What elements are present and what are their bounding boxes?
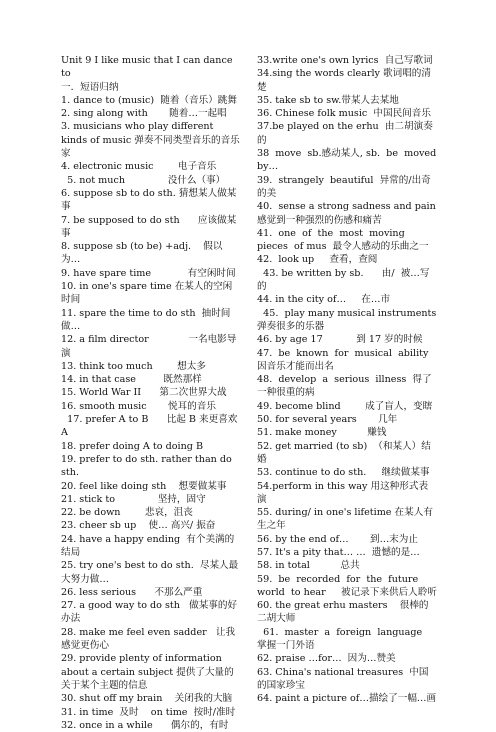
phrase-item: 27. a good way to do sth 做某事的好办法 (61, 600, 238, 625)
phrase-item: 59. be recorded for the future world to hear 被记录下来供后人聆听 (257, 573, 437, 598)
phrase-item: 9. have spare time 有空闲时间 (61, 267, 236, 279)
phrase-item: 17. prefer A to B 比起 B 来更喜欢 A (61, 414, 241, 439)
phrase-list-right (257, 54, 443, 706)
phrase-item: 1. dance to (music) 随着（音乐）跳舞 (61, 94, 237, 106)
phrase-item: 2. sing along with 随着…一起唱 (61, 108, 227, 120)
phrase-item: 7. be supposed to do sth 应该做某事 (61, 214, 237, 239)
phrase-item: 35. take sb to sw.带某人去某地 (257, 94, 399, 106)
phrase-item: 25. try one's best to do sth. 尽某人最大努力做… (61, 560, 239, 585)
phrase-item: 31. in time 及时 on time 按时/准时 (61, 706, 236, 718)
phrase-item: 38 move sb.感动某人, sb. be moved by… (257, 148, 440, 173)
phrase-item: 49. become blind 成了盲人，变瞎 (257, 400, 433, 412)
phrase-item: 15. World War II 第二次世界大战 (61, 387, 227, 399)
phrase-item: 13. think too much 想太多 (61, 360, 206, 372)
phrase-item: 48. develop a serious illness 得了一种很重的病 (257, 374, 432, 399)
phrase-item: 36. Chinese folk music 中国民间音乐 (257, 108, 431, 120)
phrase-item: 39. strangely beautiful 异常的/出奇的美 (257, 174, 431, 199)
phrase-item: 12. a film director 一名电影导演 (61, 334, 237, 359)
phrase-item: 34.sing the words clearly 歌词唱的清楚 (257, 68, 431, 93)
phrase-item: 4. electronic music 电子音乐 (61, 161, 217, 173)
section-heading: 一．短语归纳 (61, 81, 119, 93)
phrase-item: 46. by age 17 到 17 岁的时候 (257, 334, 423, 346)
phrase-item: 43. be written by sb. 由/ 被…写的 (257, 267, 430, 293)
phrase-item: 21. stick to 坚持，固守 (61, 493, 206, 505)
phrase-item: 57. It's a pity that… … 遗憾的是… (257, 546, 420, 558)
phrase-item: 10. in one's spare time 在某人的空闲时间 (61, 281, 233, 306)
phrase-list-left (61, 94, 241, 732)
phrase-item: 60. the great erhu masters 很棒的二胡大师 (257, 600, 429, 625)
phrase-item: 51. make money 赚钱 (257, 427, 387, 439)
phrase-item: 33.write one's own lyrics 自己写歌词 (257, 55, 433, 66)
phrase-item: 23. cheer sb up 使… 高兴/ 振奋 (61, 520, 216, 532)
left-column (61, 54, 241, 732)
phrase-item: 16. smooth music 悦耳的音乐 (61, 400, 216, 412)
phrase-item: 8. suppose sb (to be) +adj. 假以为… (61, 241, 223, 266)
phrase-item: 14. in that case 既然那样 (61, 374, 202, 386)
phrase-item: 62. praise …for… 因为…赞美 (257, 653, 396, 665)
phrase-item: 11. spare the time to do sth 抽时间做… (61, 307, 231, 332)
phrase-item: 28. make me feel even sadder 让我感觉更伤心 (61, 626, 236, 652)
phrase-item: 22. be down 悲哀，沮丧 (61, 507, 193, 519)
phrase-item: 32. once in a while 偶尔的，有时 (61, 719, 229, 731)
phrase-item: 55. during/ in one's lifetime 在某人有生之年 (257, 507, 433, 532)
phrase-item: 40. sense a strong sadness and pain 感觉到一种强烈的伤感和痛苦 (257, 201, 442, 226)
phrase-item: 45. play many musical instruments 弹奏很多的乐器 (257, 307, 443, 332)
right-column (257, 54, 443, 706)
phrase-item: 58. in total 总共 (257, 560, 360, 572)
phrase-item: 18. prefer doing A to doing B (61, 440, 203, 452)
phrase-item: 42. look up 查看，查阅 (257, 254, 378, 266)
phrase-item: 61. master a foreign language 掌握一门外语 (257, 626, 429, 652)
phrase-item: 26. less serious 不那么严重 (61, 586, 203, 598)
phrase-item: 5. not much 没什么（事） (61, 174, 226, 186)
phrase-item: 6. suppose sb to do sth. 猜想某人做某事 (61, 187, 237, 213)
phrase-item: 3. musicians who play different kinds of music 弹奏不同类型音乐的音乐家 (61, 121, 240, 160)
phrase-item: 29. provide plenty of information about a certain subject 提供了大量的关于某个主题的信息 (61, 653, 234, 691)
phrase-item: 41. one of the most moving pieces of mus 最令人感动的乐曲之一 (257, 227, 429, 253)
phrase-item: 56. by the end of… 到…末为止 (257, 533, 418, 545)
phrase-item: 37.be played on the erhu 由二胡演奏的 (257, 121, 433, 146)
phrase-item: 50. for several years 几年 (257, 414, 398, 426)
phrase-item: 53. continue to do sth. 继续做某事 (257, 467, 430, 479)
phrase-item: 64. paint a picture of…描绘了一幅…画 (257, 693, 437, 705)
phrase-item: 20. feel like doing sth 想要做某事 (61, 480, 227, 492)
phrase-item: 24. have a happy ending 有个美满的结局 (61, 533, 235, 558)
phrase-item: 63. China's national treasures 中国的国家珍宝 (257, 666, 429, 691)
page-title: Unit 9 I like music that I can dance to (61, 55, 236, 80)
phrase-item: 52. get married (to sb) （和某人）结婚 (257, 440, 431, 465)
phrase-item: 44. in the city of… 在…市 (257, 294, 391, 306)
phrase-item: 54.perform in this way 用这种形式表演 (257, 480, 429, 505)
phrase-item: 30. shut off my brain 关闭我的大脑 (61, 693, 233, 705)
phrase-item: 47. be known for musical ability 因音乐才能而出名 (257, 347, 435, 372)
phrase-item: 19. prefer to do sth. rather than do sth. (61, 453, 235, 479)
